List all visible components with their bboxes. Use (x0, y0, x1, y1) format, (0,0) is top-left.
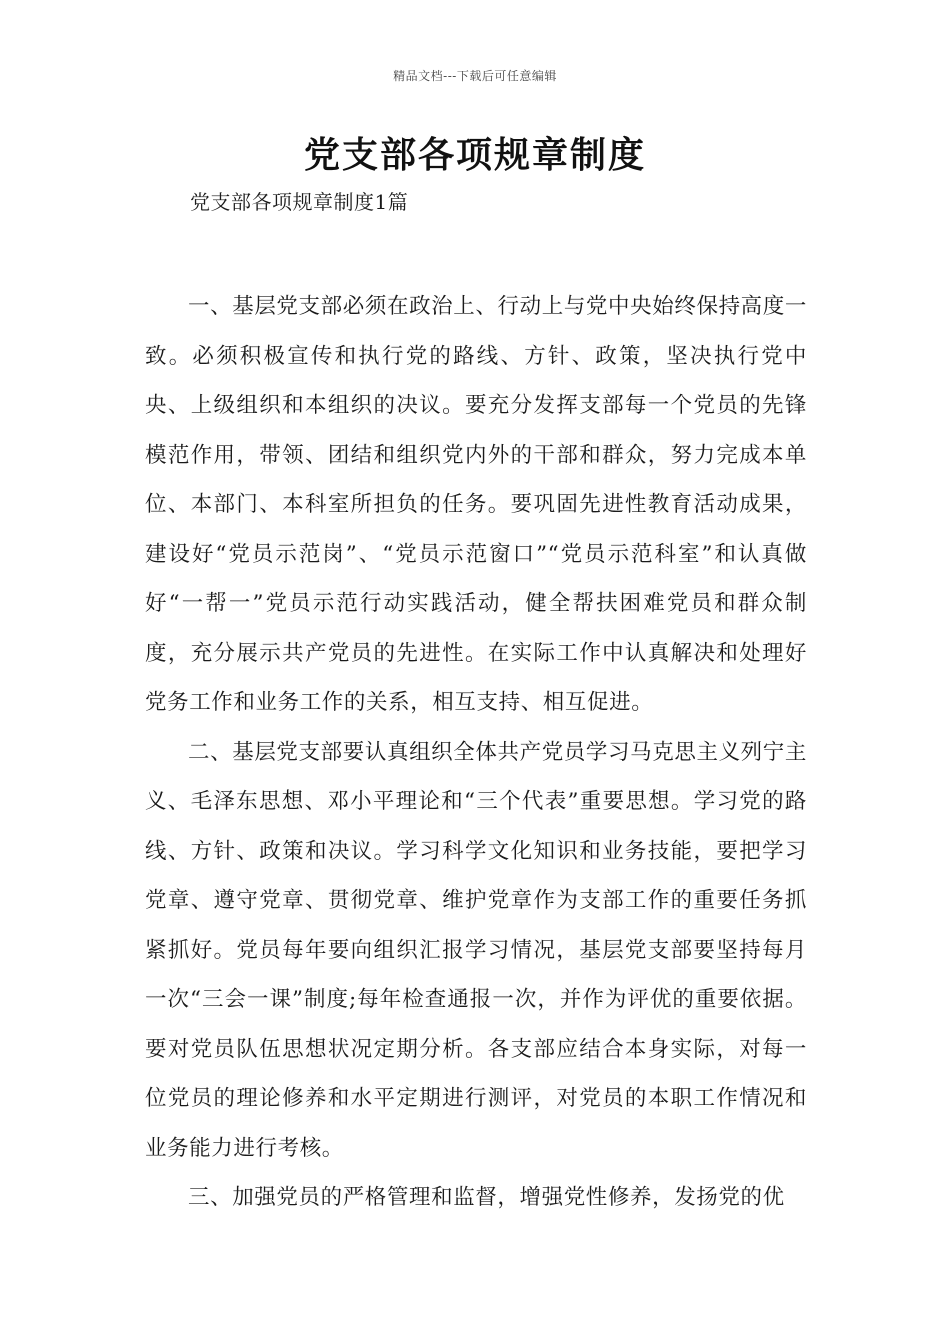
document-subtitle: 党支部各项规章制度1篇 (190, 190, 409, 214)
paragraph-1: 一、基层党支部必须在政治上、行动上与党中央始终保持高度一致。必须积极宣传和执行党的路线、方针、政策，坚决执行党中央、上级组织和本组织的决议。要充分发挥支部每一个党员的先锋模范作用，带领、团结和组织党内外的干部和群众，努力完成本单位、本部门、本科室所担负的任务。要巩固先进性教育活动成果，建设好“党员示范岗”、“党员示范窗口”“党员示范科室”和认真做好“一帮一”党员示范行动实践活动，健全帮扶困难党员和群众制度，充分展示共产党员的先进性。在实际工作中认真解决和处理好党务工作和业务工作的关系，相互支持、相互促进。 (145, 294, 807, 715)
document-title: 党支部各项规章制度 (303, 135, 646, 176)
header-note: 精品文档---下载后可任意编辑 (393, 69, 557, 83)
document-body (145, 282, 807, 1223)
paragraph-3: 三、加强党员的严格管理和监督，增强党性修养，发扬党的优 (188, 1185, 785, 1210)
paragraph-2: 二、基层党支部要认真组织全体共产党员学习马克思主义列宁主义、毛泽东思想、邓小平理论和“三个代表”重要思想。学习党的路线、方针、政策和决议。学习科学文化知识和业务技能，要把学习党章、遵守党章、贯彻党章、维护党章作为支部工作的重要任务抓紧抓好。党员每年要向组织汇报学习情况，基层党支部要坚持每月一次“三会一课”制度;每年检查通报一次，并作为评优的重要依据。要对党员队伍思想状况定期分析。各支部应结合本身实际，对每一位党员的理论修养和水平定期进行测评，对党员的本职工作情况和业务能力进行考核。 (145, 739, 807, 1161)
